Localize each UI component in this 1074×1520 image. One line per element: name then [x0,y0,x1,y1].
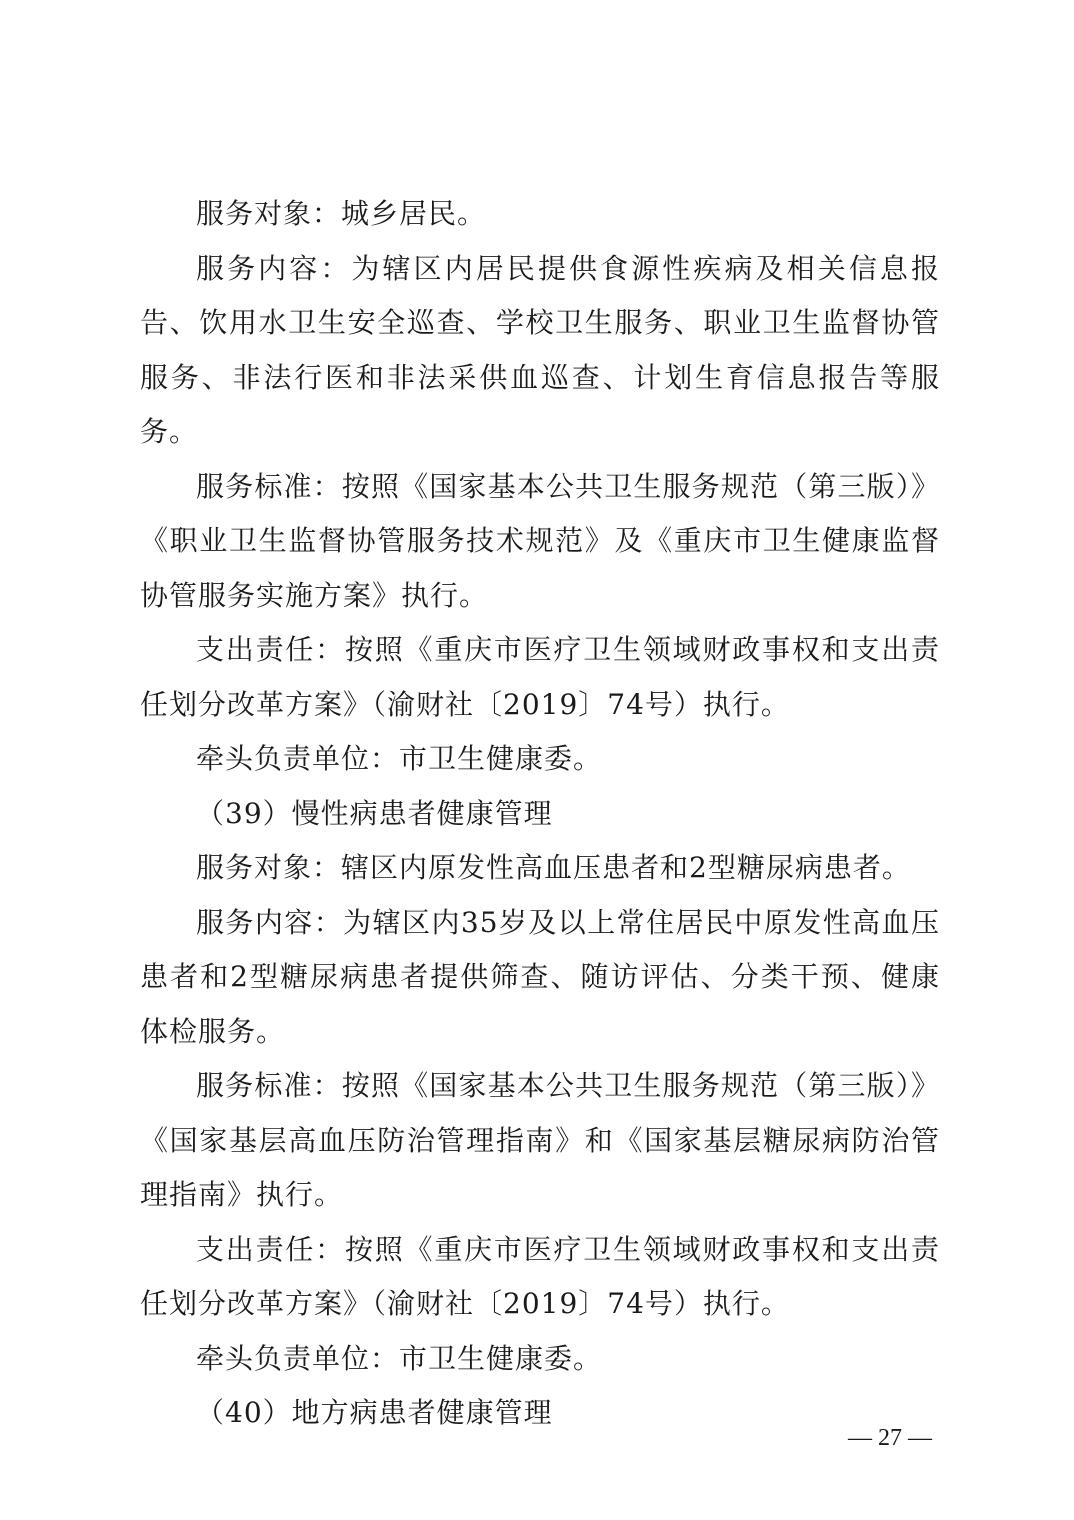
lead-unit-paragraph: 牵头负责单位：市卫生健康委。 [196,1341,603,1375]
expenditure-responsibility-paragraph: 支出责任：按照《重庆市医疗卫生领域财政事权和支出责任划分改革方案》（渝财社〔2019〕74号）执行。 [140,633,940,721]
service-standard-paragraph: 服务标准：按照《国家基本公共卫生服务规范（第三版）》《职业卫生监督协管服务技术规范》及《重庆市卫生健康监督协管服务实施方案》执行。 [140,469,940,612]
service-content-paragraph: 服务内容：为辖区内35岁及以上常住居民中原发性高血压患者和2型糖尿病患者提供筛查、随访评估、分类干预、健康体检服务。 [140,905,940,1048]
document-body [140,187,940,1441]
service-content-paragraph: 服务内容：为辖区内居民提供食源性疾病及相关信息报告、饮用水卫生安全巡查、学校卫生服务、职业卫生监督协管服务、非法行医和非法采供血巡查、计划生育信息报告等服务。 [140,251,940,448]
lead-unit-paragraph: 牵头负责单位：市卫生健康委。 [196,742,603,775]
section-heading-39: （39）慢性病患者健康管理 [196,796,553,830]
expenditure-responsibility-paragraph: 支出责任：按照《重庆市医疗卫生领域财政事权和支出责任划分改革方案》（渝财社〔2019〕74号）执行。 [140,1232,940,1320]
section-heading-40: （40）地方病患者健康管理 [196,1396,553,1429]
page-number: — 27 — [848,1425,932,1451]
service-standard-paragraph: 服务标准：按照《国家基本公共卫生服务规范（第三版）》《国家基层高血压防治管理指南》和《国家基层糖尿病防治管理指南》执行。 [140,1069,940,1211]
service-target-paragraph: 服务对象：城乡居民。 [196,197,487,230]
service-target-paragraph: 服务对象：辖区内原发性高血压患者和2型糖尿病患者。 [196,851,911,884]
